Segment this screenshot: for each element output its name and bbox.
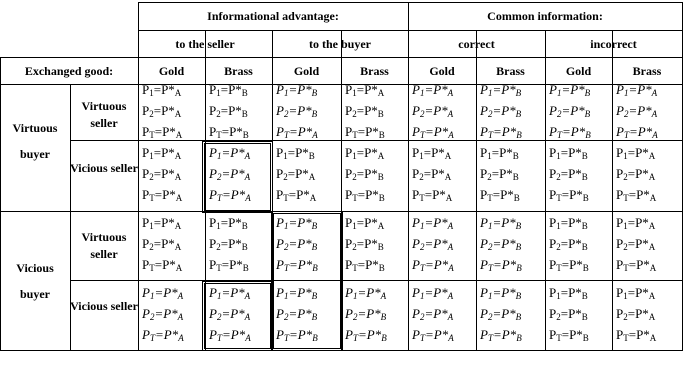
payoff-cell	[549, 211, 610, 280]
price-formula: $P_T=P*_B$	[480, 257, 522, 273]
price-formula: $P_T=P*_A$	[142, 123, 183, 140]
payoff-cell	[142, 140, 203, 211]
price-formula: $P_1=P*_A$	[412, 81, 454, 98]
payoff-cell	[549, 140, 610, 211]
payoff-cell	[209, 140, 270, 211]
price-formula: $P_2=P*_B$	[480, 305, 522, 322]
price-formula: $P_T=P*_A$	[616, 123, 658, 140]
price-formula: $P_1=P*_A$	[142, 284, 184, 301]
header-to-the-buyer: to the buyer	[309, 37, 371, 51]
price-formula: $P_2=P*_A$	[276, 166, 316, 182]
price-formula: $P_1=P*_B$	[480, 284, 522, 301]
price-formula: $P_T=P*_B$	[345, 123, 385, 140]
price-formula: $P_1=P*_A$	[616, 81, 658, 98]
rule	[476, 30, 477, 351]
payoff-cell	[412, 211, 474, 280]
price-formula: $P_2=P*_B$	[549, 166, 588, 182]
price-formula: $P_2=P*_B$	[480, 102, 522, 119]
price-formula: $P_2=P*_B$	[549, 102, 591, 119]
price-formula: $P_2=P*_A$	[142, 236, 182, 252]
price-formula: $P_2=P*_A$	[142, 305, 184, 322]
price-formula: $P_T=P*_B$	[549, 123, 591, 140]
good-header-brass: Brass	[496, 64, 525, 78]
payoff-cell	[412, 280, 474, 350]
payoff-cell	[480, 140, 543, 211]
price-formula: $P_T=P*_B$	[480, 326, 522, 343]
payoff-cell	[549, 81, 610, 140]
price-formula: $P_1=P*_B$	[480, 81, 522, 98]
price-formula: $P_T=P*_A$	[412, 257, 454, 273]
price-formula: $P_2=P*_A$	[412, 166, 452, 182]
price-formula: $P_T=P*_A$	[142, 257, 183, 273]
price-formula: $P_1=P*_A$	[209, 284, 251, 301]
price-formula: $P_2=P*_B$	[480, 236, 522, 252]
price-formula: $P_1=P*_B$	[549, 81, 591, 98]
rule	[612, 30, 613, 351]
payoff-cell	[142, 211, 203, 280]
payoff-cell	[412, 140, 474, 211]
price-formula: $P_T=P*_B$	[345, 326, 387, 343]
good-header-gold: Gold	[293, 64, 320, 78]
payoff-cell	[209, 211, 270, 280]
good-header-gold: Gold	[429, 64, 455, 78]
payoff-cell	[276, 81, 339, 140]
rule	[341, 30, 342, 351]
row-label-vicious-buyer: Vicious buyer	[16, 261, 54, 301]
price-formula: $P_2=P*_B$	[276, 305, 318, 322]
price-formula: $P_2=P*_B$	[345, 236, 384, 252]
price-formula: $P_2=P*_A$	[616, 305, 656, 322]
price-formula: $P_T=P*_A$	[412, 326, 454, 343]
price-formula: $P_2=P*_B$	[480, 166, 519, 182]
price-formula: $P_1=P*_A$	[616, 284, 656, 301]
payoff-cell	[276, 280, 339, 350]
price-formula: $P_T=P*_B$	[549, 187, 589, 203]
row-label-virtuous-seller-2: Virtuous seller	[81, 230, 127, 261]
price-formula: $P_1=P*_B$	[549, 215, 588, 231]
price-formula: $P_1=P*_A$	[345, 81, 385, 98]
price-formula: $P_2=P*_A$	[142, 102, 182, 119]
price-formula: $P_T=P*_A$	[616, 187, 657, 203]
good-header-gold: Gold	[565, 64, 592, 78]
header-informational-advantage: Informational advantage:	[207, 9, 339, 23]
header-incorrect: incorrect	[590, 37, 637, 51]
price-formula: $P_T=P*_A$	[616, 257, 657, 273]
payoff-cell	[345, 211, 406, 280]
row-label-vicious-seller-1: Vicious seller	[70, 161, 138, 175]
price-formula: $P_T=P*_B$	[345, 187, 385, 203]
price-formula: $P_T=P*_A$	[276, 123, 318, 140]
price-formula: $P_1=P*_A$	[412, 145, 452, 161]
price-formula: $P_1=P*_A$	[209, 145, 251, 161]
price-formula: $P_1=P*_A$	[345, 284, 387, 301]
price-formula: $P_T=P*_B$	[276, 257, 318, 273]
rule	[138, 2, 139, 351]
price-formula: $P_2=P*_B$	[345, 305, 387, 322]
payoff-cell	[276, 211, 339, 280]
price-formula: $P_1=P*_B$	[209, 81, 248, 98]
price-formula: $P_1=P*_A$	[616, 145, 656, 161]
payoff-cell	[616, 280, 680, 350]
price-formula: $P_1=P*_A$	[412, 284, 454, 301]
price-formula: $P_T=P*_B$	[549, 257, 589, 273]
price-formula: $P_T=P*_B$	[480, 187, 520, 203]
price-formula: $P_1=P*_A$	[142, 215, 182, 231]
price-formula: $P_T=P*_A$	[412, 123, 454, 140]
rule	[205, 30, 206, 351]
rule	[138, 2, 682, 3]
good-header-gold: Gold	[158, 64, 185, 78]
price-formula: $P_2=P*_B$	[209, 236, 248, 252]
price-formula: $P_1=P*_B$	[276, 145, 315, 161]
price-formula: $P_T=P*_B$	[549, 326, 589, 343]
price-formula: $P_2=P*_B$	[549, 236, 588, 252]
row-label-vicious-seller-2: Vicious seller	[70, 299, 138, 313]
header-correct: correct	[458, 37, 495, 51]
payoff-cell	[142, 81, 203, 140]
good-header-brass: Brass	[224, 64, 253, 78]
price-formula: $P_1=P*_A$	[345, 145, 385, 161]
price-formula: $P_1=P*_B$	[276, 215, 318, 231]
payoff-cell	[209, 81, 270, 140]
price-formula: $P_2=P*_B$	[209, 102, 248, 119]
payoff-cell	[345, 140, 406, 211]
price-formula: $P_T=P*_B$	[345, 257, 385, 273]
price-formula: $P_T=P*_A$	[209, 326, 251, 343]
payoff-cell	[616, 81, 680, 140]
price-formula: $P_2=P*_B$	[276, 102, 318, 119]
payoff-cell	[276, 140, 339, 211]
price-formula: $P_T=P*_B$	[209, 257, 249, 273]
row-label-virtuous-seller-1: Virtuous seller	[81, 99, 127, 130]
price-formula: $P_2=P*_A$	[209, 166, 251, 182]
payoff-cell	[142, 280, 203, 350]
price-formula: $P_1=P*_A$	[345, 215, 385, 231]
price-formula: $P_T=P*_A$	[142, 187, 183, 203]
payoff-cell	[345, 81, 406, 140]
payoff-cell	[549, 280, 610, 350]
price-formula: $P_1=P*_B$	[549, 145, 588, 161]
payoff-cell	[616, 140, 680, 211]
price-formula: $P_1=P*_B$	[480, 215, 522, 231]
price-formula: $P_1=P*_A$	[412, 215, 454, 231]
row-label-virtuous-buyer: Virtuous buyer	[12, 121, 58, 161]
payoff-cell	[616, 211, 680, 280]
price-formula: $P_2=P*_A$	[209, 305, 251, 322]
price-formula: $P_2=P*_A$	[142, 166, 182, 182]
price-formula: $P_1=P*_B$	[276, 284, 318, 301]
price-formula: $P_T=P*_B$	[480, 123, 522, 140]
price-formula: $P_T=P*_A$	[412, 187, 453, 203]
payoff-cell	[412, 81, 474, 140]
price-formula: $P_2=P*_A$	[616, 102, 658, 119]
price-formula: $P_1=P*_A$	[142, 145, 182, 161]
price-formula: $P_2=P*_B$	[345, 166, 384, 182]
rule	[408, 2, 409, 351]
price-formula: $P_2=P*_B$	[276, 236, 318, 252]
price-formula: $P_1=P*_B$	[549, 284, 588, 301]
price-formula: $P_2=P*_A$	[616, 166, 656, 182]
price-formula: $P_T=P*_A$	[616, 326, 657, 343]
price-formula: $P_2=P*_A$	[412, 236, 454, 252]
payoff-cell	[480, 211, 543, 280]
price-formula: $P_1=P*_A$	[142, 81, 182, 98]
payoff-cell	[209, 280, 270, 350]
price-formula: $P_T=P*_A$	[209, 187, 251, 203]
rule	[545, 30, 546, 351]
price-formula: $P_T=P*_A$	[276, 187, 317, 203]
price-formula: $P_1=P*_B$	[480, 145, 519, 161]
good-header-brass: Brass	[360, 64, 389, 78]
header-common-information: Common information:	[487, 9, 603, 23]
rule	[138, 30, 682, 31]
payoff-cell	[345, 280, 406, 350]
good-header-brass: Brass	[632, 64, 662, 78]
price-formula: $P_T=P*_B$	[209, 123, 249, 140]
price-formula: $P_2=P*_A$	[616, 236, 656, 252]
rule	[272, 30, 273, 351]
header-exchanged-good: Exchanged good:	[24, 64, 114, 78]
price-formula: $P_2=P*_B$	[345, 102, 384, 119]
price-formula: $P_2=P*_A$	[412, 102, 454, 119]
price-formula: $P_1=P*_A$	[616, 215, 656, 231]
payoff-cell	[480, 81, 543, 140]
payoff-cell	[480, 280, 543, 350]
price-formula: $P_1=P*_B$	[209, 215, 248, 231]
price-formula: $P_T=P*_A$	[142, 326, 184, 343]
price-formula: $P_1=P*_B$	[276, 81, 318, 98]
price-formula: $P_T=P*_B$	[276, 326, 318, 343]
header-to-the-seller: to the seller	[175, 37, 235, 51]
price-formula: $P_2=P*_B$	[549, 305, 588, 322]
price-formula: $P_2=P*_A$	[412, 305, 454, 322]
